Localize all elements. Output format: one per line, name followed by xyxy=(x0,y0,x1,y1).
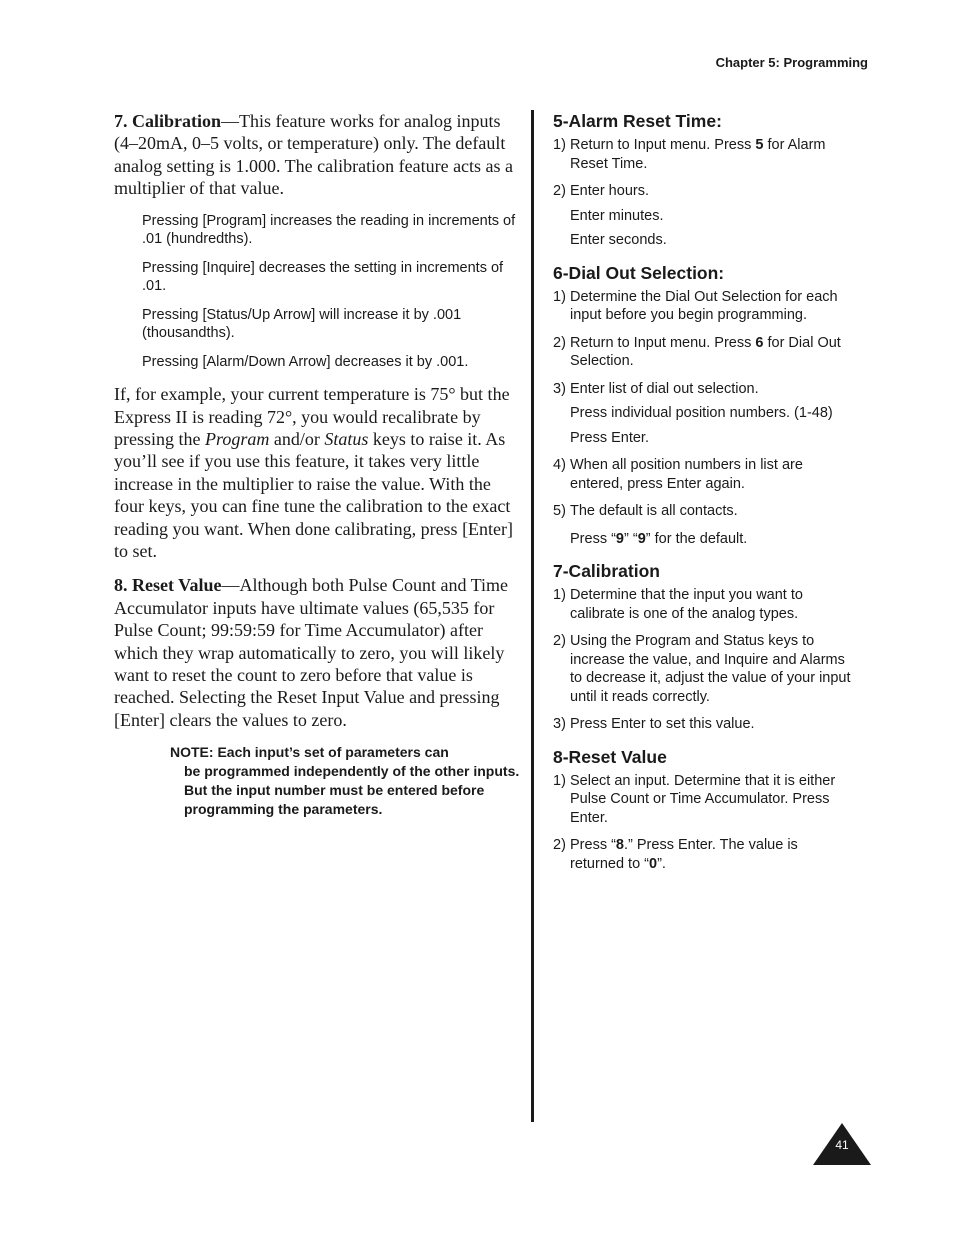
step: 5) The default is all contacts. xyxy=(553,503,738,519)
page-number: 41 xyxy=(835,1138,849,1152)
sub-step: Enter seconds. xyxy=(570,232,667,248)
section-title: 5-Alarm Reset Time: xyxy=(553,111,722,131)
chapter-header: Chapter 5: Programming xyxy=(715,55,868,70)
calibration-section xyxy=(114,110,524,200)
section-reset-value xyxy=(553,746,853,874)
step: 1) Determine that the input you want to calibrate is one of the analog types. xyxy=(553,587,803,622)
sub-step: Press individual position numbers. (1-48) xyxy=(570,405,833,421)
sub-step: Enter minutes. xyxy=(570,207,664,224)
section-title: 8-Reset Value xyxy=(553,746,667,767)
step: 1) Return to Input menu. Press 5 for Alarm Reset Time. xyxy=(553,137,826,172)
calibration-label: 7. Calibration xyxy=(114,111,222,131)
step: 3) Press Enter to set this value. xyxy=(553,716,755,732)
step: 3) Enter list of dial out selection. xyxy=(553,380,759,397)
key-item-status-up: Pressing [Status/Up Arrow] will increase it by .001 (thousandths). xyxy=(142,306,462,342)
reset-value-paragraph: 8. Reset Value—Although both Pulse Count and Time Accumulator inputs have ultimate values (65,535 for Pulse Count; 99:59:59 for Time Accumulator) after which they wrap automatically to zero, you will likely want to reset the count to zero before that value is reached. Selecting the Reset Input Value and pressing [Enter] clears the values to zero. xyxy=(114,575,509,730)
step: 1) Determine the Dial Out Selection for each input before you begin programming. xyxy=(553,288,838,323)
section-title: 6-Dial Out Selection: xyxy=(553,262,725,283)
key-item-inquire: Pressing [Inquire] decreases the setting in increments of .01. xyxy=(142,259,504,295)
section-dial-out-selection xyxy=(553,262,853,549)
reset-value-label: 8. Reset Value xyxy=(114,575,222,596)
step: 2) Enter hours. xyxy=(553,183,649,199)
section-alarm-reset-time xyxy=(553,110,853,250)
step: 2) Return to Input menu. Press 6 for Dial Out Selection. xyxy=(553,334,841,369)
step: 1) Select an input. Determine that it is either Pulse Count or Time Accumulator. Press Enter. xyxy=(553,772,836,826)
step: 2) Press “8.” Press Enter. The value is returned to “0”. xyxy=(553,837,798,872)
sub-step: Press Enter. xyxy=(570,429,649,446)
section-calibration xyxy=(553,560,853,734)
example-paragraph: If, for example, your current temperature is 75° but the Express II is reading 72°, you would recalibrate by pressing the Program and/or Status keys to raise it. As you’ll see if you use this feature, it takes very little increase in the multiplier to raise the value. With the four keys, you can fine tune the calibration to the exact reading you want. When done calibrating, press [Enter] to set. xyxy=(114,384,514,561)
calibration-paragraph: 7. Calibration—This feature works for analog inputs (4–20mA, 0–5 volts, or temperature) only. The default analog setting is 1.000. The calibration feature acts as a multiplier of that value. xyxy=(114,111,514,199)
key-item-program: Pressing [Program] increases the reading in increments of .01 (hundredths). xyxy=(142,212,516,248)
calibration-key-list xyxy=(142,212,524,372)
column-divider xyxy=(531,110,534,1122)
section-title: 7-Calibration xyxy=(553,561,660,581)
sub-step: Press “9” “9” for the default. xyxy=(570,530,748,547)
left-column xyxy=(114,110,524,819)
body-text xyxy=(114,383,524,731)
step: 2) Using the Program and Status keys to increase the value, and Inquire and Alarms to decrease it, adjust the value of your input until it reads correctly. xyxy=(553,633,851,705)
step: 4) When all position numbers in list are entered, press Enter again. xyxy=(553,457,803,492)
right-column xyxy=(553,110,853,885)
note-box: NOTE: Each input’s set of parameters can be programmed independently of the other inputs. But the input number must be entered before programming the parameters. xyxy=(170,744,520,818)
key-item-alarm-down: Pressing [Alarm/Down Arrow] decreases it by .001. xyxy=(142,353,469,370)
